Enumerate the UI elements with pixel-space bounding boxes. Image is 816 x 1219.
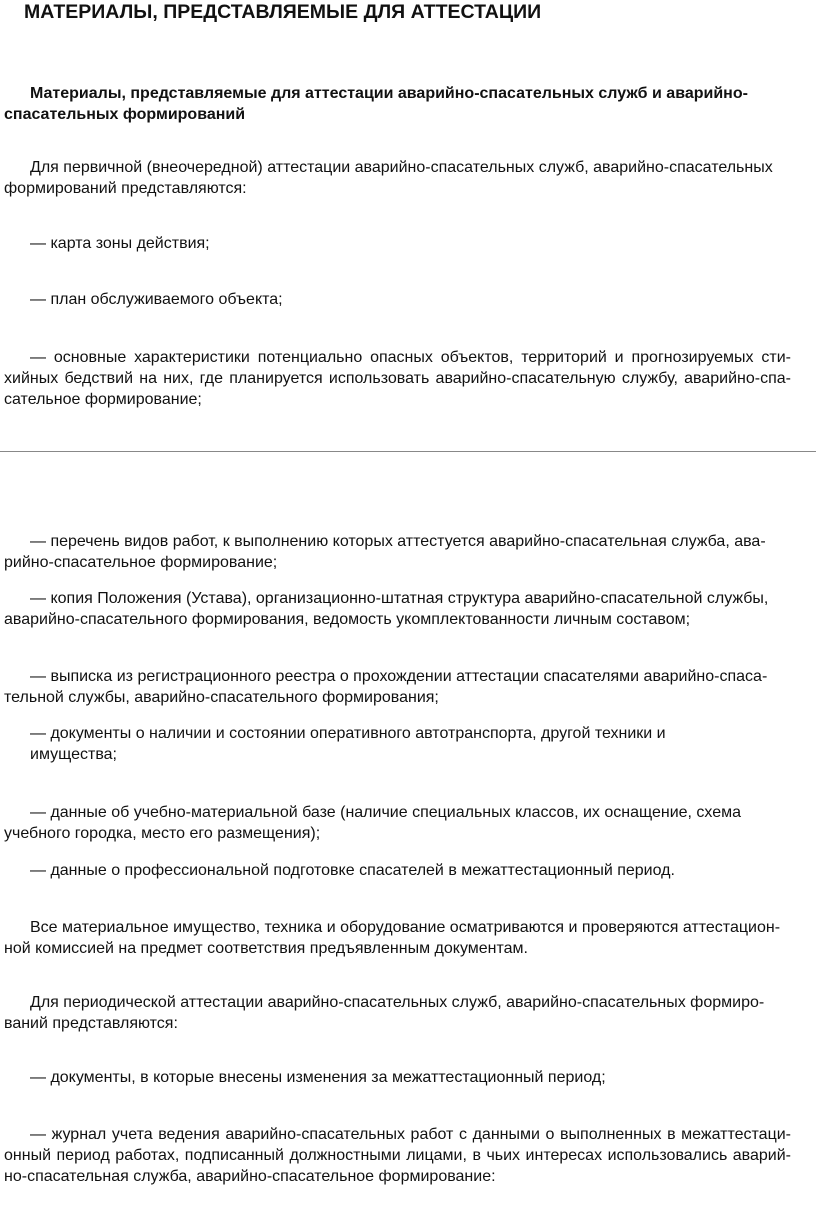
page-title: МАТЕРИАЛЫ, ПРЕДСТАВЛЯЕМЫЕ ДЛЯ АТТЕСТАЦИИ — [24, 1, 542, 23]
list-item-work-types: — перечень видов работ, к выполнению которых аттестуется аварийно-спасательная служба, ава-рийно-спасательное формирование; — [4, 533, 766, 571]
inspection-paragraph: Все материальное имущество, техника и оборудование осматриваются и проверяются аттестацион-ной комиссией на предмет соответствия предъявленным документам. — [4, 919, 781, 957]
list-item-training-base: — данные об учебно-материальной базе (наличие специальных классов, их оснащение, схема учебного городка, место его размещения); — [4, 804, 742, 842]
list-item-zone-map: — карта зоны действия; — [30, 235, 210, 252]
list-item-rescuer-training: — данные о профессиональной подготовке спасателей в межаттестационный период. — [30, 862, 675, 879]
list-item-changed-documents: — документы, в которые внесены изменения за межаттестационный период; — [30, 1069, 606, 1086]
list-item-registry-extract: — выписка из регистрационного реестра о прохождении аттестации спасателями аварийно-спаса-тельной службы, аварийно-спасательного формирования; — [4, 668, 768, 706]
list-item-vehicle-documents: — документы о наличии и состоянии оперативного автотранспорта, другой техники и имущества; — [30, 725, 666, 763]
section-heading: Материалы, представляемые для аттестации аварийно-спасательных служб и аварийно-спасательных формирований — [4, 85, 748, 123]
intro-primary-paragraph: Для первичной (внеочередной) аттестации аварийно-спасательных служб, аварийно-спасательных формирований представляются: — [4, 159, 773, 197]
page-divider — [0, 451, 816, 452]
list-item-object-plan: — план обслуживаемого объекта; — [30, 291, 283, 308]
list-item-work-journal: — журнал учета ведения аварийно-спасательных работ с данными о выполненных в межаттестаци-онный период работах, подписанный должностными лицами, в чьих интересах использовались аварий-но-спасательная служба, аварийно-спасательное формирование: — [4, 1126, 791, 1185]
list-item-hazard-characteristics: — основные характеристики потенциально опасных объектов, территорий и прогнозируемых сти-хийных бедствий на них, где планируется использовать аварийно-спасательную службу, аварийно-спа-сательное формирование; — [4, 349, 791, 408]
list-item-charter-copy: — копия Положения (Устава), организационно-штатная структура аварийно-спасательной службы, аварийно-спасательного формирования, ведомость укомплектованности личным составом; — [4, 590, 769, 628]
intro-periodic-paragraph: Для периодической аттестации аварийно-спасательных служб, аварийно-спасательных формиро-ваний представляются: — [4, 994, 765, 1032]
